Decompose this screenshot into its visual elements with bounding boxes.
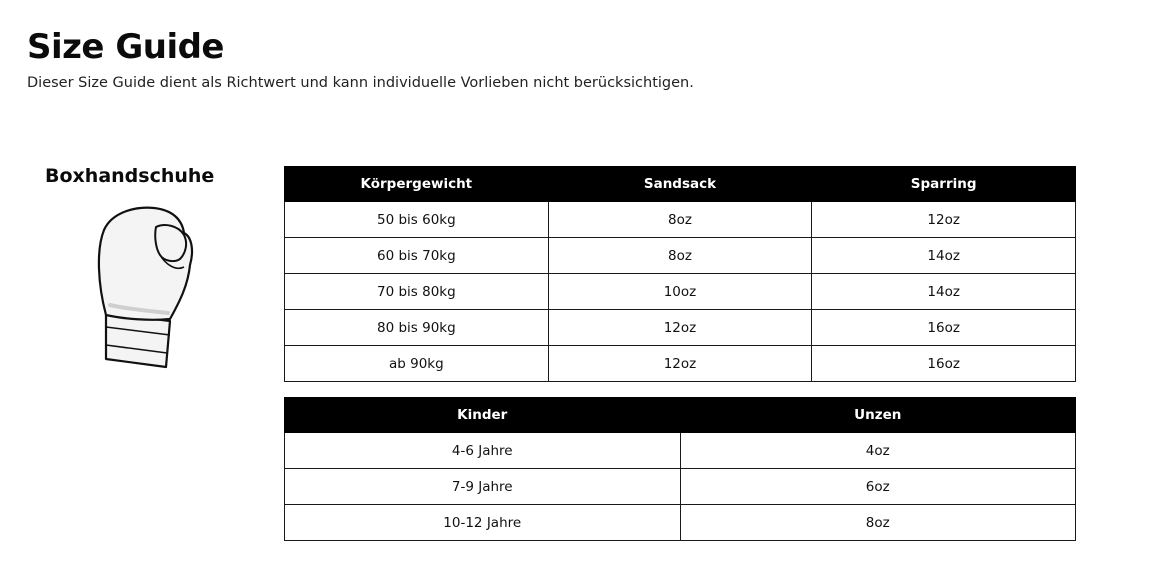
table-cell: 10-12 Jahre (285, 505, 681, 541)
table-row (285, 274, 1076, 310)
table-cell: 8oz (548, 202, 812, 238)
table-row (285, 346, 1076, 382)
column-header-sandsack: Sandsack (548, 167, 812, 202)
table-cell: 16oz (812, 346, 1076, 382)
table-cell: 10oz (548, 274, 812, 310)
column-header-sparring: Sparring (812, 167, 1076, 202)
table-cell: 80 bis 90kg (285, 310, 549, 346)
table-cell: 60 bis 70kg (285, 238, 549, 274)
table-cell: 12oz (812, 202, 1076, 238)
column-header-weight: Körpergewicht (285, 167, 549, 202)
table-row (285, 238, 1076, 274)
table-cell: 7-9 Jahre (285, 469, 681, 505)
table-cell: 12oz (548, 346, 812, 382)
table-cell: 4oz (680, 433, 1076, 469)
table-cell: 6oz (680, 469, 1076, 505)
table-header-row (285, 398, 1076, 433)
column-header-unzen: Unzen (680, 398, 1076, 433)
table-cell: ab 90kg (285, 346, 549, 382)
page-title: Size Guide (27, 27, 224, 67)
table-cell: 12oz (548, 310, 812, 346)
boxing-glove-icon (96, 205, 200, 371)
table-row (285, 310, 1076, 346)
adult-size-table (284, 166, 1076, 382)
table-cell: 70 bis 80kg (285, 274, 549, 310)
table-cell: 8oz (548, 238, 812, 274)
table-cell: 50 bis 60kg (285, 202, 549, 238)
table-cell: 14oz (812, 274, 1076, 310)
table-row (285, 202, 1076, 238)
table-row (285, 505, 1076, 541)
table-cell: 16oz (812, 310, 1076, 346)
table-cell: 14oz (812, 238, 1076, 274)
table-cell: 4-6 Jahre (285, 433, 681, 469)
column-header-kinder: Kinder (285, 398, 681, 433)
section-title: Boxhandschuhe (45, 165, 215, 187)
table-header-row (285, 167, 1076, 202)
kids-size-table (284, 397, 1076, 541)
page-subtitle: Dieser Size Guide dient als Richtwert und kann individuelle Vorlieben nicht berücksichtigen. (27, 75, 694, 91)
table-row (285, 433, 1076, 469)
table-cell: 8oz (680, 505, 1076, 541)
table-row (285, 469, 1076, 505)
